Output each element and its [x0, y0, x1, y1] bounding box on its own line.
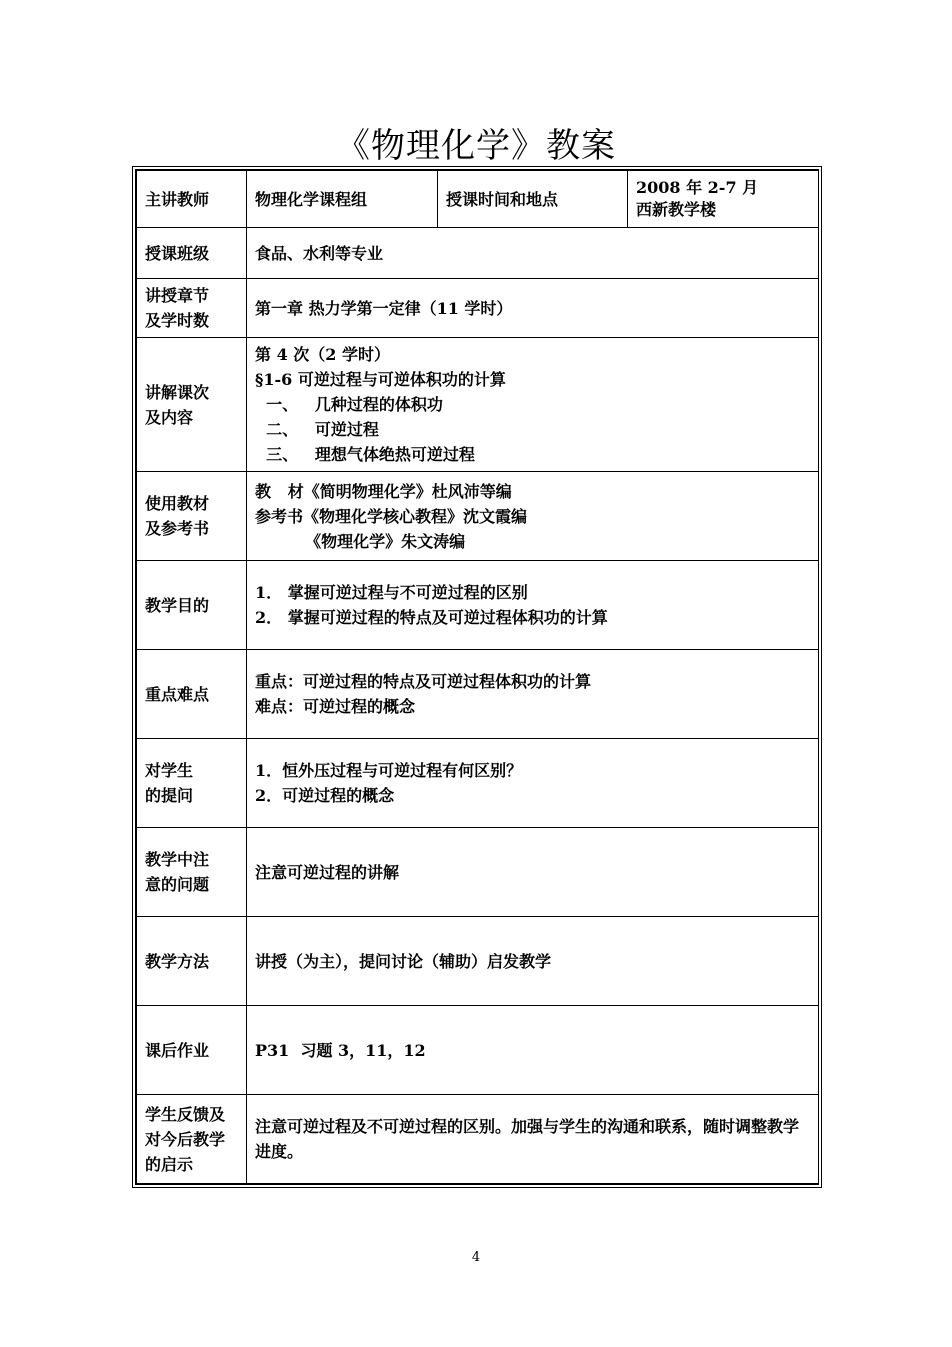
feedback-label: 学生反馈及 对今后教学 的启示: [137, 1095, 247, 1184]
homework-label: 课后作业: [137, 1006, 247, 1095]
row-teacher: [137, 171, 819, 228]
lesson-label: 讲解课次 及内容: [137, 338, 247, 472]
row-lesson: [137, 338, 819, 472]
key-points-label: 重点难点: [137, 650, 247, 739]
attention-content: 注意可逆过程的讲解: [247, 828, 819, 917]
row-chapter: [137, 279, 819, 338]
lesson-plan-table: [136, 170, 819, 1184]
lesson-content: 第 4 次（2 学时） §1-6 可逆过程与可逆体积功的计算 一、 几种过程的体积功 二、 可逆过程 三、 理想气体绝热可逆过程: [247, 338, 819, 472]
teacher-value: 物理化学课程组: [247, 171, 438, 228]
time-place-label: 授课时间和地点: [438, 171, 628, 228]
textbook-content: 教 材《简明物理化学》杜风沛等编 参考书《物理化学核心教程》沈文霞编 《物理化学》朱文涛编: [247, 472, 819, 561]
class-value: 食品、水利等专业: [247, 228, 819, 279]
chapter-value: 第一章 热力学第一定律（11 学时）: [247, 279, 819, 338]
key-points-content: 重点：可逆过程的特点及可逆过程体积功的计算 难点：可逆过程的概念: [247, 650, 819, 739]
place-value: 西新教学楼: [636, 200, 717, 219]
row-class: [137, 228, 819, 279]
row-feedback: [137, 1095, 819, 1184]
document-title: 《物理化学》教案: [336, 126, 616, 166]
chapter-label: 讲授章节 及学时数: [137, 279, 247, 338]
row-method: [137, 917, 819, 1006]
time-value: 2008 年 2-7 月: [636, 178, 759, 197]
time-place-value: [628, 171, 819, 228]
row-textbook: [137, 472, 819, 561]
row-key-points: [137, 650, 819, 739]
teacher-label: 主讲教师: [137, 171, 247, 228]
page-number: 4: [471, 1250, 481, 1265]
questions-label: 对学生 的提问: [137, 739, 247, 828]
row-goals: [137, 561, 819, 650]
row-questions: [137, 739, 819, 828]
lesson-plan-table-frame: [132, 166, 822, 1188]
questions-content: 1．恒外压过程与可逆过程有何区别？ 2．可逆过程的概念: [247, 739, 819, 828]
goals-label: 教学目的: [137, 561, 247, 650]
class-label: 授课班级: [137, 228, 247, 279]
row-homework: [137, 1006, 819, 1095]
attention-label: 教学中注 意的问题: [137, 828, 247, 917]
method-label: 教学方法: [137, 917, 247, 1006]
feedback-content: 注意可逆过程及不可逆过程的区别。加强与学生的沟通和联系，随时调整教学进度。: [247, 1095, 819, 1184]
homework-content: P31 习题 3，11，12: [247, 1006, 819, 1095]
goals-content: 1． 掌握可逆过程与不可逆过程的区别 2． 掌握可逆过程的特点及可逆过程体积功的计算: [247, 561, 819, 650]
textbook-label: 使用教材 及参考书: [137, 472, 247, 561]
method-content: 讲授（为主），提问讨论（辅助）启发教学: [247, 917, 819, 1006]
row-attention: [137, 828, 819, 917]
